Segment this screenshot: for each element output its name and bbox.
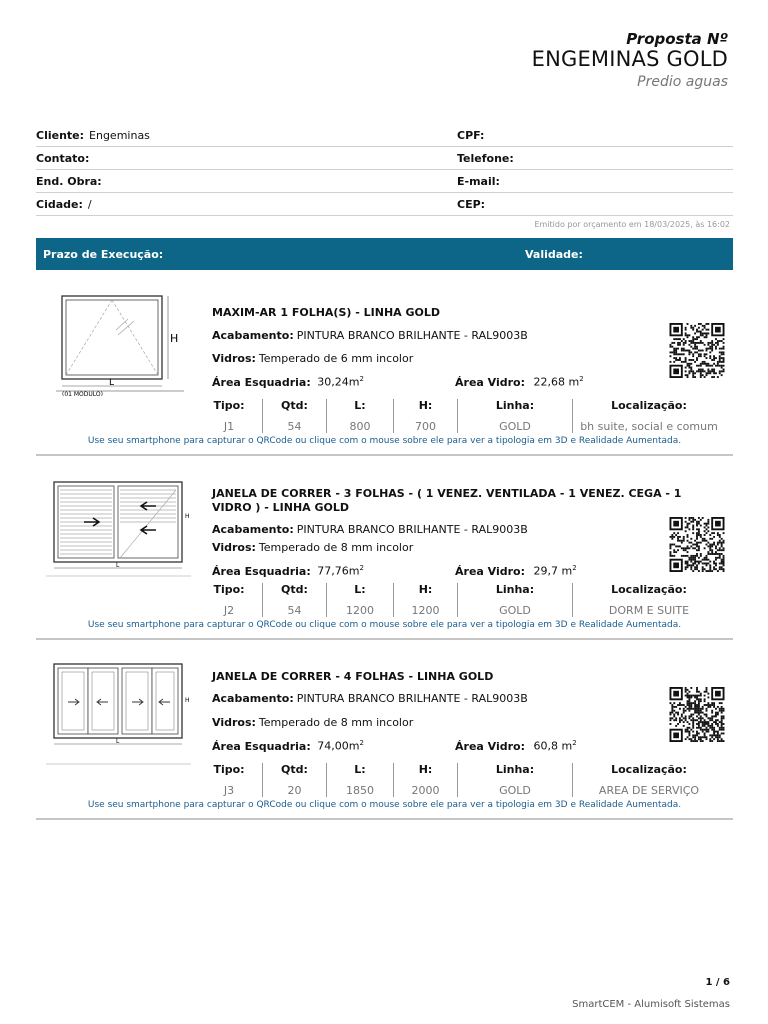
client-value: Engeminas [89, 128, 150, 142]
finish-line [212, 329, 528, 342]
glass-area-line [455, 564, 577, 578]
finish-label: Acabamento: [212, 329, 294, 342]
glass-line [212, 716, 413, 729]
location-header: Localização: [611, 763, 687, 776]
finish-value: PINTURA BRANCO BRILHANTE - RAL9003B [296, 692, 528, 705]
phone-label: Telefone: [457, 151, 514, 165]
height-mark: H [185, 697, 190, 704]
type-value: J3 [223, 784, 235, 797]
module-caption: (01 MODULO) [62, 391, 103, 396]
item-title: MAXIM-AR 1 FOLHA(S) - LINHA GOLD [212, 306, 441, 319]
square-exponent: 2 [359, 375, 364, 383]
glass-value: Temperado de 8 mm incolor [258, 541, 414, 554]
type-value: J1 [223, 420, 235, 433]
contact-label: Contato: [36, 151, 90, 165]
glass-area-value: 22,68 m [533, 375, 580, 389]
frame-area-value: 74,00m [317, 739, 360, 753]
finish-label: Acabamento: [212, 523, 294, 536]
width-value: 800 [349, 420, 371, 433]
window-drawing-maxim-ar [56, 292, 186, 396]
height-header: H: [418, 583, 433, 596]
width-value: 1850 [346, 784, 374, 797]
client-info [36, 124, 733, 216]
location-value: AREA DE SERVIÇO [598, 784, 700, 797]
frame-area-line [212, 375, 364, 389]
frame-area-value: 77,76m [317, 564, 360, 578]
validade-label: Validade: [525, 247, 583, 261]
proposal-header [532, 30, 728, 90]
footer-credit: SmartCEM - Alumisoft Sistemas [572, 999, 730, 1010]
item-card [36, 654, 733, 820]
square-exponent: 2 [572, 739, 577, 747]
client-row [36, 124, 733, 147]
type-header: Tipo: [213, 763, 245, 776]
city-row [36, 193, 733, 216]
finish-label: Acabamento: [212, 692, 294, 705]
spec-table [196, 763, 725, 797]
qr-code[interactable] [668, 517, 726, 572]
height-value: 1200 [411, 604, 440, 617]
height-mark: H [170, 332, 179, 345]
glass-area-line [455, 739, 577, 753]
email-label: E-mail: [457, 174, 500, 188]
square-exponent: 2 [572, 564, 577, 572]
proposal-number-label: Proposta Nº [626, 30, 728, 48]
location-header: Localização: [611, 583, 687, 596]
qty-header: Qtd: [281, 583, 308, 596]
glass-area-line [455, 375, 584, 389]
width-header: L: [354, 763, 366, 776]
city-label: Cidade: [36, 197, 83, 211]
client-label: Cliente: [36, 128, 85, 142]
line-header: Linha: [495, 399, 535, 412]
glass-line [212, 352, 413, 365]
width-header: L: [354, 399, 366, 412]
page-number: 1 / 6 [705, 977, 730, 988]
line-value: GOLD [499, 784, 531, 797]
height-value: 2000 [411, 784, 440, 797]
glass-area-label: Área Vidro: [455, 739, 525, 753]
prazo-label: Prazo de Execução: [43, 247, 164, 261]
line-value: GOLD [499, 420, 531, 433]
spec-table [196, 583, 725, 617]
width-mark: L [109, 378, 115, 388]
location-header: Localização: [611, 399, 687, 412]
glass-area-label: Área Vidro: [455, 564, 525, 578]
square-exponent: 2 [359, 739, 364, 747]
qr-instructions: Use seu smartphone para capturar o QRCode ou clique com o mouse sobre ele para ver a tipologia em 3D e Realidade Aumentada. [87, 436, 682, 446]
deadline-bar [36, 238, 733, 270]
width-mark: L [116, 738, 120, 745]
project-name: Predio aguas [637, 74, 728, 90]
address-row [36, 170, 733, 193]
glass-line [212, 541, 413, 554]
line-header: Linha: [495, 583, 535, 596]
location-value: DORM E SUITE [608, 604, 690, 617]
qty-header: Qtd: [281, 399, 308, 412]
qty-value: 20 [287, 784, 302, 797]
company-name: ENGEMINAS GOLD [531, 47, 728, 71]
glass-label: Vidros: [212, 541, 256, 554]
location-value: bh suite, social e comum [580, 420, 718, 433]
qty-header: Qtd: [281, 763, 308, 776]
emitted-timestamp: Emitido por orçamento em 18/03/2025, às 16:02 [534, 220, 730, 229]
frame-area-line [212, 564, 364, 578]
item-card [36, 470, 733, 640]
type-value: J2 [223, 604, 235, 617]
height-header: H: [418, 763, 433, 776]
window-drawing-sliding-4 [46, 658, 194, 768]
qr-instructions: Use seu smartphone para capturar o QRCode ou clique com o mouse sobre ele para ver a tipologia em 3D e Realidade Aumentada. [87, 620, 682, 630]
item-title: JANELA DE CORRER - 3 FOLHAS - ( 1 VENEZ. VENTILADA - 1 VENEZ. CEGA - 1 VIDRO ) - LINHA GOLD [212, 487, 682, 514]
height-value: 700 [415, 420, 436, 433]
type-header: Tipo: [213, 399, 245, 412]
item-title: JANELA DE CORRER - 4 FOLHAS - LINHA GOLD [212, 670, 494, 683]
line-header: Linha: [495, 763, 535, 776]
width-mark: L [116, 562, 120, 569]
glass-label: Vidros: [212, 716, 256, 729]
glass-area-value: 60,8 m [533, 739, 573, 753]
type-header: Tipo: [213, 583, 245, 596]
finish-value: PINTURA BRANCO BRILHANTE - RAL9003B [296, 523, 528, 536]
glass-value: Temperado de 6 mm incolor [258, 352, 414, 365]
glass-area-value: 29,7 m [533, 564, 573, 578]
cep-label: CEP: [457, 197, 486, 211]
finish-line [212, 692, 528, 705]
qr-instructions: Use seu smartphone para capturar o QRCode ou clique com o mouse sobre ele para ver a tipologia em 3D e Realidade Aumentada. [87, 800, 682, 810]
frame-area-label: Área Esquadria: [212, 739, 311, 753]
frame-area-label: Área Esquadria: [212, 564, 311, 578]
window-drawing-sliding-3 [46, 478, 194, 582]
qty-value: 54 [287, 420, 302, 433]
glass-label: Vidros: [212, 352, 256, 365]
line-value: GOLD [499, 604, 531, 617]
glass-area-label: Área Vidro: [455, 375, 525, 389]
finish-value: PINTURA BRANCO BRILHANTE - RAL9003B [296, 329, 528, 342]
qr-code[interactable] [668, 323, 726, 378]
contact-row [36, 147, 733, 170]
frame-area-value: 30,24m [317, 375, 360, 389]
frame-area-line [212, 739, 364, 753]
city-value: / [87, 197, 92, 211]
square-exponent: 2 [359, 564, 364, 572]
square-exponent: 2 [579, 375, 584, 383]
item-card [36, 286, 733, 456]
frame-area-label: Área Esquadria: [212, 375, 311, 389]
qty-value: 54 [287, 604, 302, 617]
address-label: End. Obra: [36, 174, 102, 188]
height-header: H: [418, 399, 433, 412]
height-mark: H [185, 513, 190, 520]
glass-value: Temperado de 8 mm incolor [258, 716, 414, 729]
cpf-label: CPF: [457, 128, 485, 142]
qr-code[interactable] [668, 687, 726, 742]
width-value: 1200 [346, 604, 374, 617]
finish-line [212, 523, 528, 536]
spec-table [196, 399, 725, 433]
width-header: L: [354, 583, 366, 596]
